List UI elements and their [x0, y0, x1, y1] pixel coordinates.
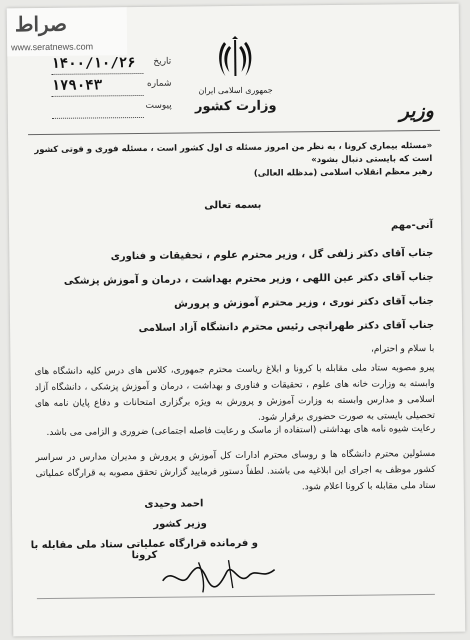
- meta-date-row: [51, 55, 171, 78]
- signatory-role: و فرمانده قرارگاه عملیاتی ستاد ملی مقابله با کرونا: [30, 537, 259, 562]
- paragraph-2: رعایت شیوه نامه های بهداشتی (استفاده از ماسک و رعایت فاصله اجتماعی) ضروری و الزامی می باشد.: [46, 423, 436, 438]
- paragraph-1: پیرو مصوبه ستاد ملی مقابله با کرونا و ابلاغ ریاست محترم جمهوری، کلاس های درس کلیه دانشگاه های وابسته به وزارت خانه های علوم ، تحقیقات و فناوری و بهداشت ، درمان و آموزش پزشکی ، دانشگاه آزاد اسلامی و مدارس وابسته به وزارت آموزش و پرورش به ویژه برگزاری امتحانات و دفاع پایان نامه های تحصیلی بایستی به صورت حضوری برقرار شود.: [34, 362, 436, 423]
- number-value: ۱۷۹۰۴۳: [51, 77, 103, 94]
- greeting: با سلام و احترام،: [370, 343, 435, 355]
- ministry-country: جمهوری اسلامی ایران: [198, 85, 273, 96]
- number-label: شماره: [146, 78, 172, 89]
- footer-divider: [37, 594, 435, 599]
- vazir-handwritten: وزیر: [399, 99, 434, 123]
- attachment-label: پیوست: [145, 100, 172, 111]
- paragraph-3: مسئولین محترم دانشگاه ها و روسای محترم ادارات کل آموزش و پرورش و مدیران مدارس در سراسر کشور موظف به اجرای این ابلاغیه می باشند. لطفاً دستور فرمایید گزارش تحقق مصوبه به قرارگاه عملیاتی ستاد ملی مقابله با کرونا اعلام شود.: [35, 448, 436, 493]
- leader-quote: «مسئله بیماری کرونا ، به نظر من امروز مسئله ی اول کشور است ، مسئله فوری و فوتی کشور است که بایستی دنبال بشود»: [34, 140, 433, 166]
- iran-emblem-icon: [215, 36, 255, 80]
- handwritten-signature: [158, 558, 278, 595]
- ministry-name: وزارت کشور: [194, 98, 277, 115]
- letter-sheet: [7, 4, 466, 637]
- watermark: [7, 7, 127, 56]
- addressee-2: جناب آقای دکتر عین اللهی ، وزیر محترم بهداشت ، درمان و آموزش پزشکی: [63, 271, 434, 287]
- date-label: تاریخ: [153, 56, 172, 67]
- letter-meta: [51, 55, 172, 122]
- meta-number-row: [51, 77, 171, 100]
- addressee-4: جناب آقای دکتر طهرانچی رئیس محترم دانشگاه آزاد اسلامی: [138, 319, 435, 335]
- ministry-header: [176, 85, 296, 114]
- signatory-name: احمد وحیدی: [144, 498, 204, 510]
- watermark-logo: صراط: [14, 11, 68, 37]
- signatory-title: وزیر کشور: [153, 518, 207, 530]
- urgency-label: آنی-مهم: [390, 219, 434, 232]
- date-value: ۱۴۰۰/۱۰/۲۶: [51, 55, 136, 72]
- header-divider: [28, 130, 440, 135]
- quote-attribution: رهبر معظم انقلاب اسلامی (مدظله العالی): [253, 166, 433, 179]
- meta-attachment-row: [52, 99, 172, 122]
- addressee-3: جناب آقای دکتر نوری ، وزیر محترم آموزش و پرورش: [174, 295, 434, 310]
- addressee-1: جناب آقای دکتر زلفی گل ، وزیر محترم علوم ، تحقیقات و فناوری: [110, 247, 434, 263]
- basmala: بسمه تعالی: [204, 199, 262, 212]
- watermark-url: www.seratnews.com: [11, 41, 94, 53]
